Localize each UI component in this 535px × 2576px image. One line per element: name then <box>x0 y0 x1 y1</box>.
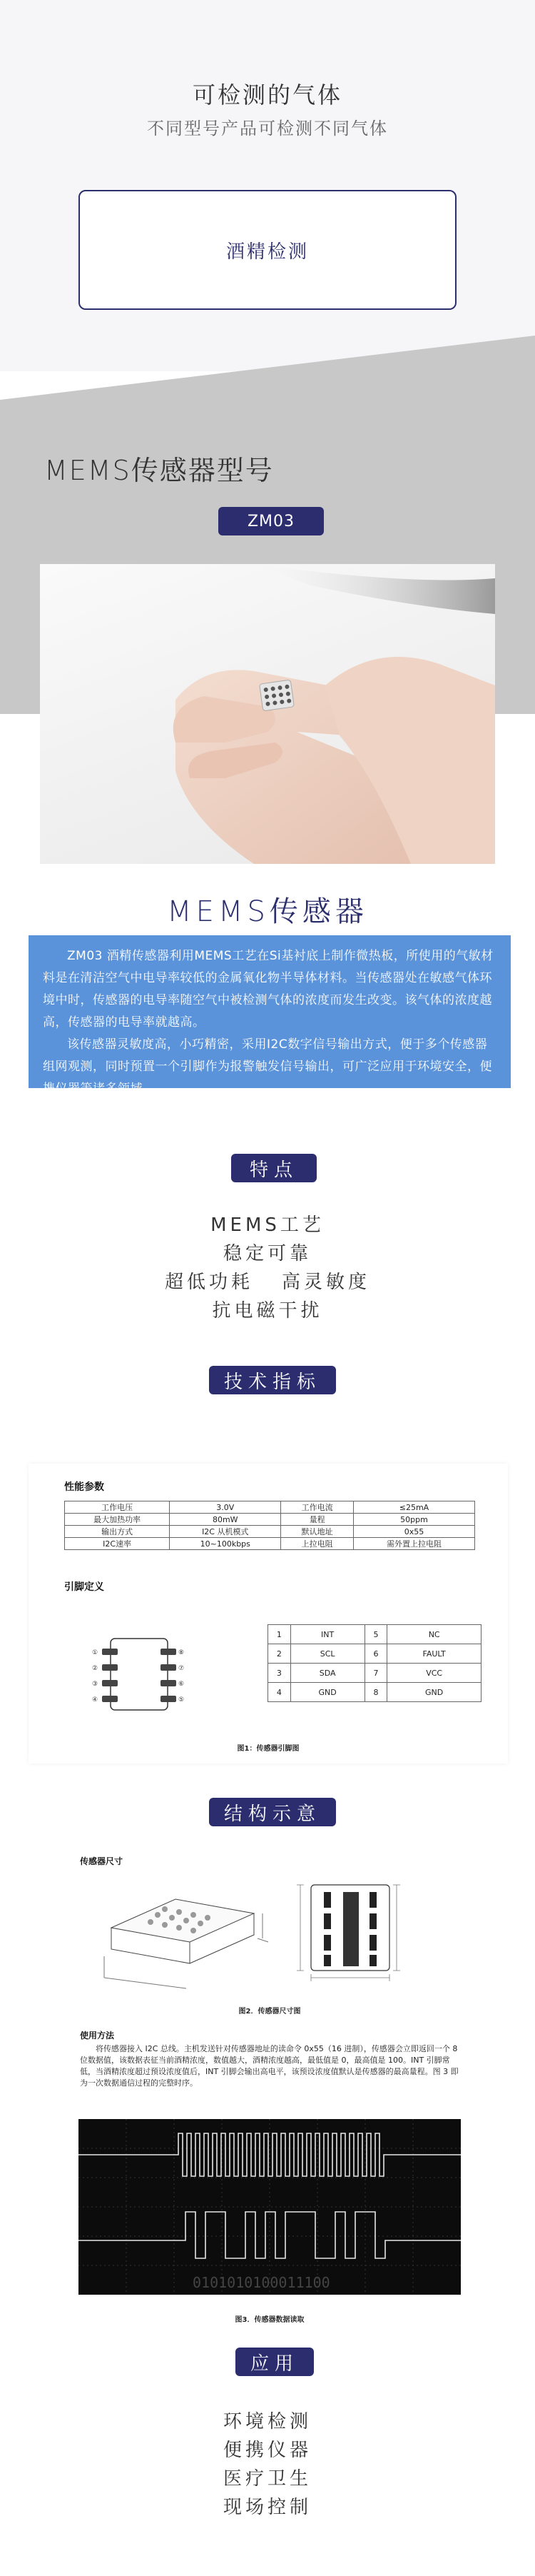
pin-cell: VCC <box>387 1664 482 1683</box>
pin-number: ⑥ <box>178 1681 185 1688</box>
size-heading: 传感器尺寸 <box>80 1856 123 1866</box>
pin-cell: 6 <box>365 1644 387 1664</box>
spec-table <box>64 1501 475 1550</box>
dimension-drawing <box>97 1871 454 1992</box>
feature-item-row <box>0 1268 535 1297</box>
applications-label: 应用 <box>235 2348 314 2376</box>
pin-cell: 5 <box>365 1625 387 1644</box>
model-heading: MEMS传感器型号 <box>44 455 274 486</box>
pin-heading: 引脚定义 <box>64 1581 104 1593</box>
pin-number: ⑤ <box>178 1696 185 1704</box>
perf-heading: 性能参数 <box>64 1481 104 1493</box>
pin-package-diagram <box>89 1624 189 1724</box>
usage-text: 将传感器接入 I2C 总线。主机发送针对传感器地址的读命令 0x55（16 进制），传感器会立即返回一个 8 位数据值，该数据表征当前酒精浓度，数值越大，酒精浓度越高，最低值是 0，最高值是 100。INT 引脚常低，当酒精浓度超过预设浓度值后，INT 引脚会输出高电平，该预设浓度值默认是传感器的最高量程。图 3 即为一次数据通信过程的完整时序。 <box>80 2044 459 2088</box>
fig3-caption: 图3．传感器数据读取 <box>235 2316 305 2324</box>
spec-cell: 工作电流 <box>281 1501 354 1514</box>
structure-label: 结构示意 <box>209 1798 336 1826</box>
top-section <box>0 0 535 371</box>
spec-cell: 50ppm <box>353 1514 474 1526</box>
sensor-heading: MEMS传感器 <box>167 895 368 928</box>
feature-item: MEMS工艺 <box>210 1214 325 1236</box>
pin-cell: 8 <box>365 1683 387 1702</box>
spec-row <box>65 1526 475 1538</box>
gas-section-title: 可检测的气体 <box>192 81 342 109</box>
spec-cell: 3.0V <box>170 1501 281 1514</box>
application-item: 医疗卫生 <box>223 2468 312 2490</box>
fig2-caption: 图2．传感器尺寸图 <box>238 2008 301 2016</box>
spec-row <box>65 1501 475 1514</box>
features-list <box>0 1211 535 1325</box>
sensor-description-para-1: ZM03 酒精传感器利用MEMS工艺在Si基衬底上制作微热板，所使用的气敏材料是在清洁空气中电导率较低的金属氧化物半导体材料。当传感器处在敏感气体环境中时，传感器的电导率随空气中被检测气体的浓度而发生改变。该气体的浓度越高，传感器的电导率就越高。 <box>43 949 494 1030</box>
pin-number: ④ <box>92 1696 98 1704</box>
spec-cell: 默认地址 <box>281 1526 354 1538</box>
pin-cell: NC <box>387 1625 482 1644</box>
application-item: 环境检测 <box>223 2411 312 2432</box>
pin-number: ② <box>92 1665 98 1672</box>
structure-document <box>68 1842 471 2336</box>
spec-cell: 10~100kbps <box>170 1538 281 1550</box>
pin-cell: SDA <box>290 1664 365 1683</box>
spec-row <box>65 1538 475 1550</box>
model-badge: ZM03 <box>218 507 324 535</box>
pin-cell: 2 <box>268 1644 291 1664</box>
pin-row <box>268 1644 482 1664</box>
oscilloscope-capture <box>78 2119 461 2295</box>
gas-type-box[interactable] <box>78 190 457 310</box>
fig1-caption: 图1：传感器引脚图 <box>237 1745 300 1753</box>
feature-item: 稳定可靠 <box>223 1243 312 1264</box>
pin-cell: FAULT <box>387 1644 482 1664</box>
gas-type-label: 酒精检测 <box>225 241 309 263</box>
spec-row <box>65 1514 475 1526</box>
spec-cell: 需外置上拉电阻 <box>353 1538 474 1550</box>
scope-bit-readout: 0101010100011100 <box>193 2274 330 2291</box>
spec-cell: 输出方式 <box>65 1526 170 1538</box>
pin-number: ③ <box>92 1681 98 1688</box>
pin-row <box>268 1625 482 1644</box>
spec-cell: I2C 从机模式 <box>170 1526 281 1538</box>
spec-label: 技术指标 <box>209 1366 336 1394</box>
spec-cell: 0x55 <box>353 1526 474 1538</box>
spec-cell: I2C速率 <box>65 1538 170 1550</box>
timing-waveform <box>78 2119 461 2295</box>
pin-number: ① <box>92 1649 98 1656</box>
pin-number: ⑦ <box>178 1665 185 1672</box>
feature-item: 抗电磁干扰 <box>212 1300 323 1322</box>
features-label: 特点 <box>231 1154 317 1182</box>
scl-waveform <box>78 2133 461 2176</box>
spec-cell: 量程 <box>281 1514 354 1526</box>
pin-cell: 3 <box>268 1664 291 1683</box>
spec-cell: 上拉电阻 <box>281 1538 354 1550</box>
application-item: 便携仪器 <box>223 2440 312 2461</box>
sensor-description-box <box>29 935 511 1096</box>
sensor-description-para-2: 该传感器灵敏度高，小巧精密，采用I2C数字信号输出方式，便于多个传感器组网观测，同时预置一个引脚作为报警触发信号输出，可广泛应用于环境安全，便携仪器等诸多领域。 <box>43 1037 492 1096</box>
spec-cell: 80mW <box>170 1514 281 1526</box>
spec-cell: 工作电压 <box>65 1501 170 1514</box>
hand-holding-chip-illustration <box>40 564 495 864</box>
application-item: 现场控制 <box>223 2497 312 2518</box>
pin-cell: 7 <box>365 1664 387 1683</box>
pin-cell: GND <box>387 1683 482 1702</box>
pin-row <box>268 1683 482 1702</box>
pin-row <box>268 1664 482 1683</box>
spec-cell: ≤25mA <box>353 1501 474 1514</box>
product-photo <box>40 564 495 864</box>
pin-table <box>268 1624 482 1702</box>
usage-heading: 使用方法 <box>80 2031 115 2041</box>
applications-list <box>0 2408 535 2522</box>
pin-cell: 4 <box>268 1683 291 1702</box>
spec-cell: 最大加热功率 <box>65 1514 170 1526</box>
pin-cell: SCL <box>290 1644 365 1664</box>
gas-section-subtitle: 不同型号产品可检测不同气体 <box>147 119 388 139</box>
pin-cell: INT <box>290 1625 365 1644</box>
pin-cell: 1 <box>268 1625 291 1644</box>
pin-number: ⑧ <box>178 1649 185 1656</box>
pin-cell: GND <box>290 1683 365 1702</box>
feature-item: 超低功耗 <box>164 1272 253 1293</box>
spec-document <box>29 1464 508 1764</box>
feature-item: 高灵敏度 <box>282 1272 371 1293</box>
